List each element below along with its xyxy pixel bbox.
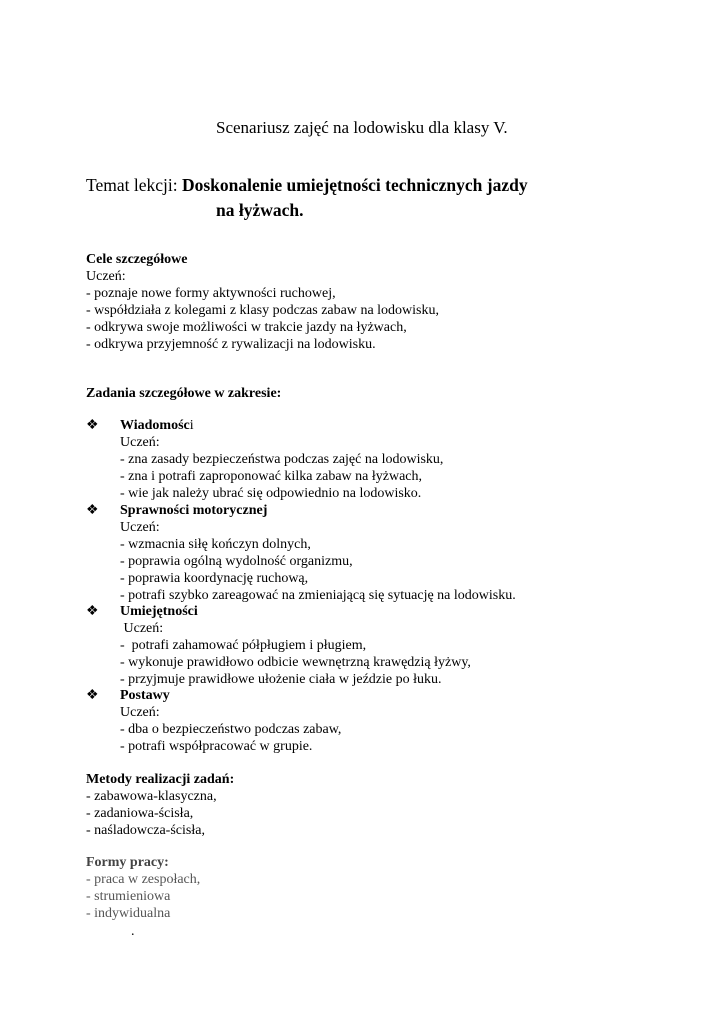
task-item: - wykonuje prawidłowo odbicie wewnętrzną krawędzią łyżwy, xyxy=(120,655,471,670)
work-forms-section xyxy=(86,854,200,922)
task-group-knowledge xyxy=(120,417,443,502)
work-form-item: - indywidualna xyxy=(86,906,171,921)
task-item: - przyjmuje prawidłowe ułożenie ciała w jeździe po łuku. xyxy=(120,672,442,687)
lesson-topic-line2: na łyżwach. xyxy=(216,200,304,220)
method-item: - zabawowa-klasyczna, xyxy=(86,789,217,804)
goals-intro: Uczeń: xyxy=(86,269,126,284)
goal-item: - odkrywa przyjemność z rywalizacji na lodowisku. xyxy=(86,337,376,352)
trailing-dot: . xyxy=(131,924,135,939)
lesson-topic-text: Doskonalenie umiejętności technicznych jazdy xyxy=(181,175,528,195)
task-group-motor xyxy=(120,502,516,604)
task-group-intro: Uczeń: xyxy=(120,621,164,636)
method-item: - naśladowcza-ścisła, xyxy=(86,823,205,838)
lesson-topic-line1 xyxy=(86,175,528,196)
lesson-topic-label: Temat lekcji: xyxy=(86,175,182,195)
task-item: - wie jak należy ubrać się odpowiednio na lodowisko. xyxy=(120,486,422,501)
tasks-heading: Zadania szczegółowe w zakresie: xyxy=(86,386,282,401)
work-form-item: - praca w zespołach, xyxy=(86,872,201,887)
task-item: - zna zasady bezpieczeństwa podczas zajęć na lodowisku, xyxy=(120,452,444,467)
task-group-title: Umiejętności xyxy=(120,604,198,619)
task-group-title: Postawy xyxy=(120,688,170,703)
task-group-skills xyxy=(120,603,471,688)
task-item: - potrafi współpracować w grupie. xyxy=(120,739,313,754)
goal-item: - odkrywa swoje możliwości w trakcie jazdy na łyżwach, xyxy=(86,320,407,335)
task-item: - poprawia koordynację ruchową, xyxy=(120,571,309,586)
task-item: - potrafi zahamować półpługiem i pługiem, xyxy=(120,638,367,653)
task-item: - wzmacnia siłę kończyn dolnych, xyxy=(120,537,311,552)
task-group-intro: Uczeń: xyxy=(120,705,160,720)
task-group-intro: Uczeń: xyxy=(120,435,160,450)
goals-section xyxy=(86,251,439,353)
task-item: - dba o bezpieczeństwo podczas zabaw, xyxy=(120,722,342,737)
work-forms-heading: Formy pracy: xyxy=(86,855,169,870)
diamond-bullet-icon: ❖ xyxy=(86,418,99,433)
task-group-title: Sprawności motorycznej xyxy=(120,503,268,518)
work-form-item: - strumieniowa xyxy=(86,889,171,904)
method-item: - zadaniowa-ścisła, xyxy=(86,806,194,821)
task-item: - zna i potrafi zaproponować kilka zabaw na łyżwach, xyxy=(120,469,423,484)
diamond-bullet-icon: ❖ xyxy=(86,688,99,703)
task-group-intro: Uczeń: xyxy=(120,520,160,535)
methods-heading: Metody realizacji zadań: xyxy=(86,772,235,787)
goal-item: - poznaje nowe formy aktywności ruchowej, xyxy=(86,286,336,301)
document-title: Scenariusz zajęć na lodowisku dla klasy V. xyxy=(216,118,508,137)
task-group-attitudes xyxy=(120,687,341,755)
task-group-title: Wiadomości xyxy=(120,418,194,433)
goals-heading: Cele szczegółowe xyxy=(86,252,188,267)
task-item: - potrafi szybko zareagować na zmieniającą się sytuację na lodowisku. xyxy=(120,588,516,603)
diamond-bullet-icon: ❖ xyxy=(86,503,99,518)
methods-section xyxy=(86,771,234,839)
diamond-bullet-icon: ❖ xyxy=(86,604,99,619)
goal-item: - współdziała z kolegami z klasy podczas zabaw na lodowisku, xyxy=(86,303,440,318)
task-item: - poprawia ogólną wydolność organizmu, xyxy=(120,554,353,569)
